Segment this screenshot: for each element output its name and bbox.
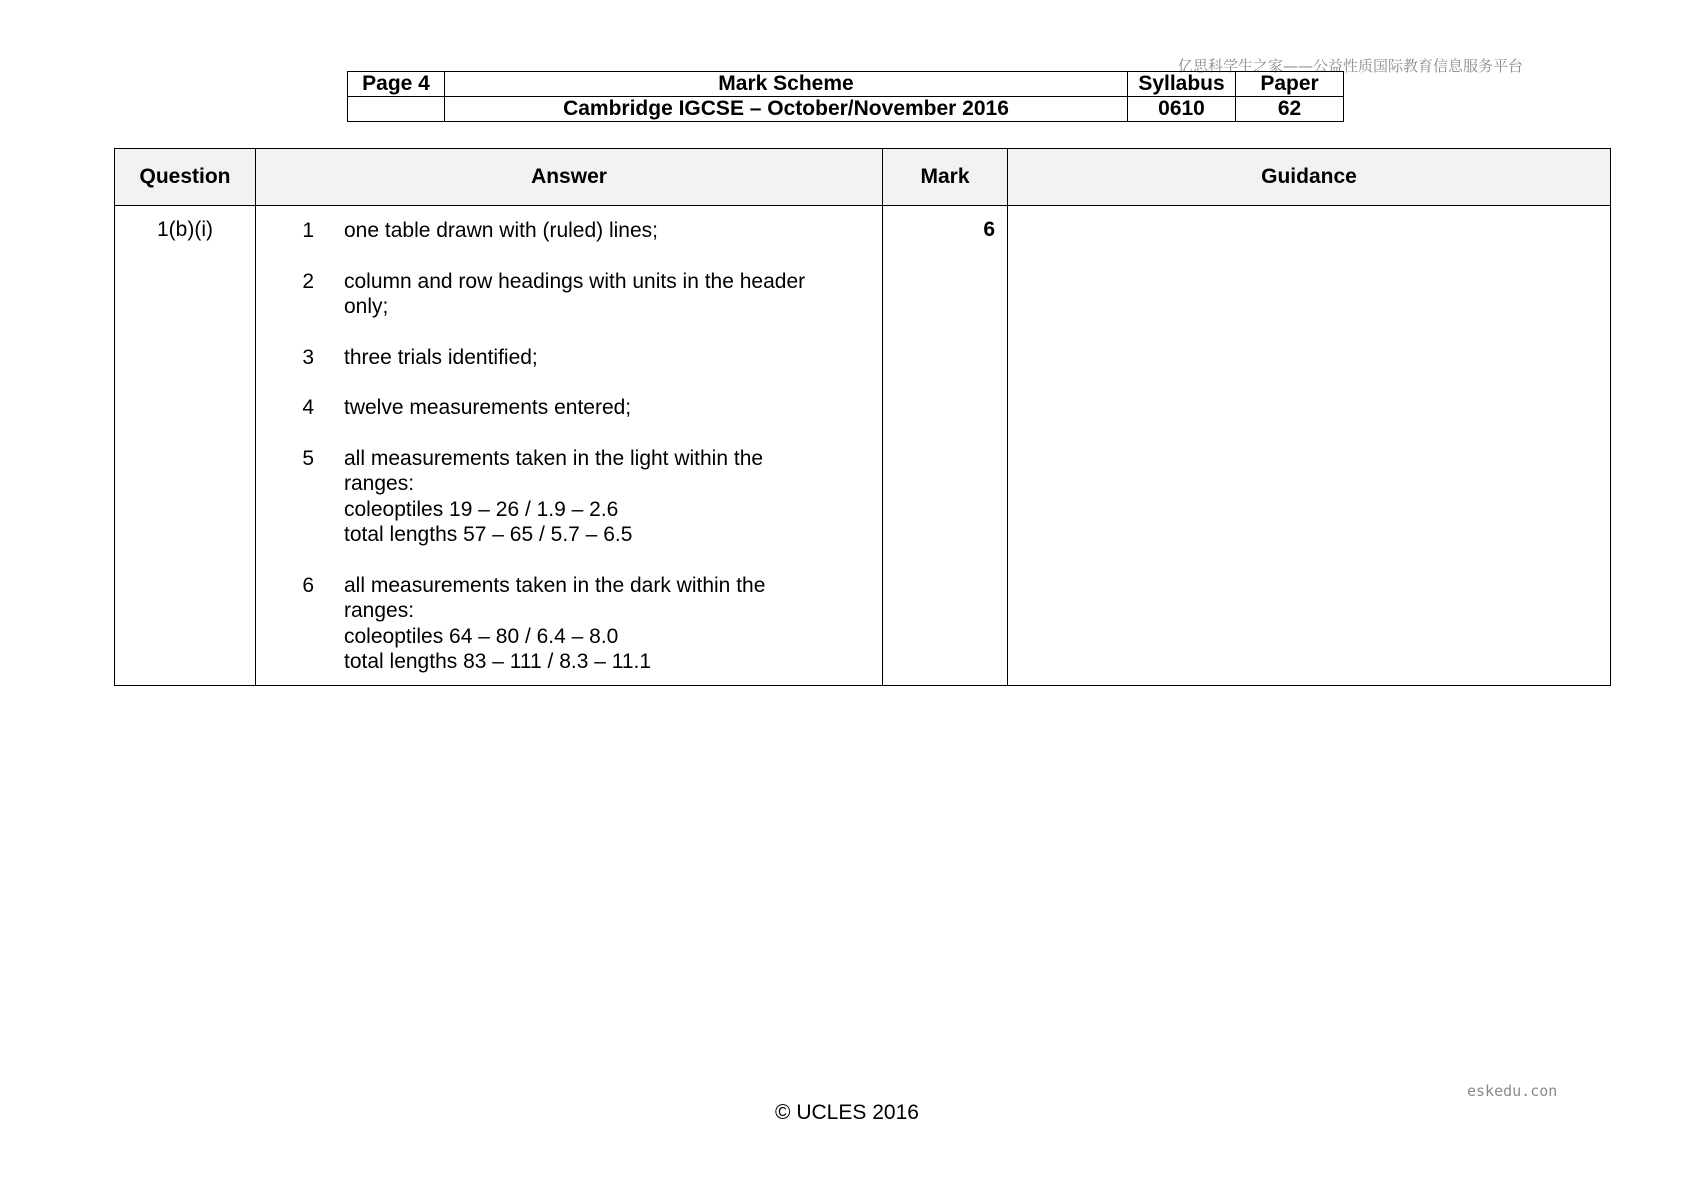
answer-item-number: 3	[302, 345, 314, 369]
watermark-bottom: eskedu.con	[1467, 1082, 1558, 1100]
syllabus-code: 0610	[1128, 97, 1236, 122]
paper-number: 62	[1236, 97, 1344, 122]
answer-item-text	[344, 269, 872, 320]
answer-item	[256, 573, 872, 675]
answer-line: ranges:	[344, 599, 415, 622]
syllabus-label: Syllabus	[1128, 72, 1236, 97]
page-blank-cell	[348, 97, 445, 122]
question-number: 1(b)(i)	[115, 206, 256, 686]
column-header-question: Question	[115, 149, 256, 206]
column-header-guidance: Guidance	[1008, 149, 1611, 206]
paper-label: Paper	[1236, 72, 1344, 97]
guidance-cell	[1008, 206, 1611, 686]
answer-item	[256, 446, 872, 548]
mark-scheme-table	[114, 148, 1611, 686]
document-title: Mark Scheme	[445, 72, 1128, 97]
answer-cell	[256, 206, 883, 686]
table-row	[115, 206, 1611, 686]
answer-line: all measurements taken in the dark within the	[344, 573, 766, 597]
answer-item-number: 2	[302, 269, 314, 293]
answer-item-text	[344, 345, 872, 371]
answer-item	[256, 345, 872, 371]
answer-line: three trials identified;	[344, 345, 538, 369]
watermark-top: 亿思科学生之家——公益性质国际教育信息服务平台	[1178, 57, 1524, 75]
answer-item-number: 1	[302, 219, 314, 242]
answer-item	[256, 269, 872, 320]
answer-line: column and row headings with units in the header	[344, 269, 806, 293]
header-table	[347, 71, 1344, 122]
answer-line: ranges:	[344, 472, 415, 495]
column-header-mark: Mark	[883, 149, 1008, 206]
answer-line: coleoptiles 64 – 80 / 6.4 – 8.0	[344, 624, 619, 648]
copyright-footer: © UCLES 2016	[775, 1101, 919, 1124]
answer-item-number: 6	[302, 573, 314, 597]
answer-line: total lengths 83 – 111 / 8.3 – 11.1	[344, 650, 652, 673]
answer-item-text	[344, 446, 872, 548]
page-number: Page 4	[348, 72, 445, 97]
column-header-answer: Answer	[256, 149, 883, 206]
answer-item-text	[344, 395, 872, 421]
answer-item-number: 4	[302, 396, 314, 419]
answer-line: one table drawn with (ruled) lines;	[344, 219, 658, 242]
answer-item	[256, 395, 872, 421]
document-subtitle: Cambridge IGCSE – October/November 2016	[445, 97, 1128, 122]
answer-line: twelve measurements entered;	[344, 396, 632, 419]
answer-line: total lengths 57 – 65 / 5.7 – 6.5	[344, 523, 633, 546]
answer-line: coleoptiles 19 – 26 / 1.9 – 2.6	[344, 497, 619, 521]
answer-line: only;	[344, 295, 389, 318]
answer-item	[256, 218, 872, 244]
mark-value: 6	[883, 206, 1008, 686]
answer-line: all measurements taken in the light within the	[344, 446, 764, 470]
answer-item-number: 5	[302, 446, 314, 470]
answer-item-text	[344, 573, 872, 675]
answer-item-text	[344, 218, 872, 244]
